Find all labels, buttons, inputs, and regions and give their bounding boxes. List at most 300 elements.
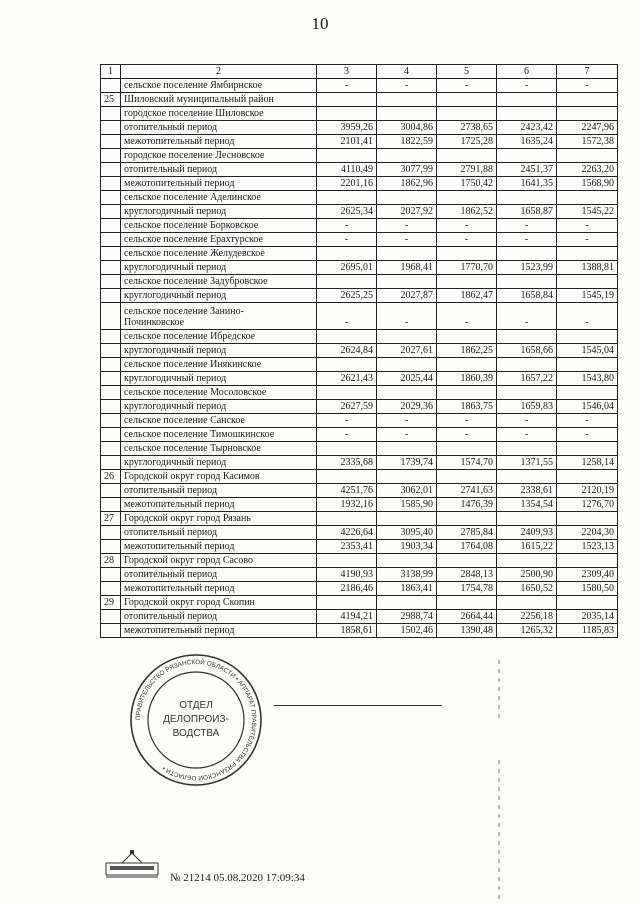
value-cell: - [437,219,497,233]
value-cell: - [557,79,618,93]
table-row [101,526,618,540]
value-cell: - [317,233,377,247]
row-number [101,233,121,247]
table-header [101,65,618,79]
row-number [101,498,121,512]
row-number [101,372,121,386]
row-number [101,484,121,498]
value-cell [437,358,497,372]
row-number [101,121,121,135]
row-label: круглогодичный период [121,400,317,414]
row-label: сельское поселение Санское [121,414,317,428]
table-row [101,135,618,149]
row-label: межотопительный период [121,177,317,191]
row-number [101,582,121,596]
row-label: отопительный период [121,610,317,624]
value-cell: 1770,70 [437,261,497,275]
value-cell [497,93,557,107]
row-number [101,303,121,330]
value-cell: 2627,59 [317,400,377,414]
table-row [101,247,618,261]
value-cell: 1659,83 [497,400,557,414]
value-cell: 1265,32 [497,624,557,638]
value-cell: 1258,14 [557,456,618,470]
value-cell: 2621,43 [317,372,377,386]
value-cell: 2201,16 [317,177,377,191]
value-cell: - [317,428,377,442]
stamp-center-text: ДЕЛОПРОИЗ- [163,714,229,725]
table-row [101,414,618,428]
row-label: межотопительный период [121,540,317,554]
value-cell: 1545,04 [557,344,618,358]
table-row [101,219,618,233]
value-cell: 1932,16 [317,498,377,512]
value-cell: 1650,52 [497,582,557,596]
value-cell: - [317,303,377,330]
table-row [101,624,618,638]
value-cell: 1354,54 [497,498,557,512]
value-cell: 2029,36 [377,400,437,414]
table-row [101,596,618,610]
value-cell: 2409,93 [497,526,557,540]
row-label: отопительный период [121,121,317,135]
table-row [101,372,618,386]
value-cell [557,386,618,400]
row-number [101,428,121,442]
header-cell: 5 [437,65,497,79]
row-number [101,610,121,624]
value-cell [317,247,377,261]
row-number [101,163,121,177]
value-cell: 2204,30 [557,526,618,540]
value-cell: 1863,41 [377,582,437,596]
value-cell: - [497,219,557,233]
value-cell [497,442,557,456]
value-cell [437,596,497,610]
table-row [101,303,618,330]
value-cell: 1641,35 [497,177,557,191]
value-cell: - [377,303,437,330]
table-row [101,149,618,163]
table-row [101,610,618,624]
value-cell: - [437,414,497,428]
value-cell: 2738,65 [437,121,497,135]
value-cell [557,442,618,456]
table-row [101,400,618,414]
value-cell: - [437,79,497,93]
value-cell: 1615,22 [497,540,557,554]
value-cell: 3095,40 [377,526,437,540]
value-cell [437,442,497,456]
header-cell: 1 [101,65,121,79]
value-cell [377,275,437,289]
table-row [101,107,618,121]
value-cell: - [497,79,557,93]
value-cell: 1276,70 [557,498,618,512]
tariff-table [100,64,618,638]
header-cell: 4 [377,65,437,79]
table-row [101,261,618,275]
table-row [101,121,618,135]
value-cell: 2791,88 [437,163,497,177]
value-cell [557,330,618,344]
value-cell: 1523,99 [497,261,557,275]
row-number [101,177,121,191]
header-cell: 2 [121,65,317,79]
table-row [101,205,618,219]
value-cell: 2338,61 [497,484,557,498]
row-label-line: сельское поселение Занино- [124,306,244,317]
value-cell [317,512,377,526]
value-cell [317,149,377,163]
row-number [101,344,121,358]
value-cell [497,107,557,121]
value-cell [557,596,618,610]
row-number: 29 [101,596,121,610]
value-cell: 2027,92 [377,205,437,219]
value-cell: - [557,414,618,428]
row-label: отопительный период [121,568,317,582]
table-row [101,163,618,177]
value-cell [557,93,618,107]
value-cell [497,149,557,163]
table-row [101,93,618,107]
value-cell: - [377,414,437,428]
value-cell: 2624,84 [317,344,377,358]
table-row [101,177,618,191]
row-number [101,261,121,275]
value-cell [497,330,557,344]
value-cell: 2027,61 [377,344,437,358]
value-cell: 1574,70 [437,456,497,470]
value-cell: 3138,99 [377,568,437,582]
row-number: 28 [101,554,121,568]
value-cell: - [497,303,557,330]
value-cell [437,470,497,484]
row-number [101,247,121,261]
table-row [101,428,618,442]
row-label: отопительный период [121,526,317,540]
table-row [101,568,618,582]
row-label: сельское поселение Инякинское [121,358,317,372]
scan-artifact [498,760,500,900]
value-cell [557,107,618,121]
value-cell: - [377,79,437,93]
row-label: круглогодичный период [121,372,317,386]
value-cell: - [317,414,377,428]
row-number [101,275,121,289]
value-cell [497,275,557,289]
value-cell: 2695,01 [317,261,377,275]
value-cell: 2625,34 [317,205,377,219]
value-cell [557,149,618,163]
row-label: отопительный период [121,163,317,177]
value-cell [317,386,377,400]
table-row [101,344,618,358]
table-row [101,289,618,303]
row-number [101,526,121,540]
row-label: сельское поселение Ибредское [121,330,317,344]
value-cell: 2848,13 [437,568,497,582]
value-cell: 1968,41 [377,261,437,275]
value-cell [317,470,377,484]
row-label: Шиловский муниципальный район [121,93,317,107]
value-cell [317,596,377,610]
table-row [101,191,618,205]
value-cell: 4251,76 [317,484,377,498]
value-cell [317,554,377,568]
row-number [101,107,121,121]
table-row [101,358,618,372]
row-number [101,135,121,149]
value-cell: 1185,83 [557,624,618,638]
row-label: сельское поселение Борковское [121,219,317,233]
row-label: городское поселение Шиловское [121,107,317,121]
value-cell [557,275,618,289]
row-number [101,358,121,372]
value-cell: 2335,68 [317,456,377,470]
row-label: сельское поселение Тимошкинское [121,428,317,442]
value-cell [317,358,377,372]
value-cell [437,93,497,107]
value-cell: - [377,219,437,233]
value-cell: 1580,50 [557,582,618,596]
value-cell [437,107,497,121]
value-cell [437,149,497,163]
row-number: 26 [101,470,121,484]
value-cell: 1862,52 [437,205,497,219]
row-label-line: Починковское [124,317,185,328]
value-cell: 2625,25 [317,289,377,303]
value-cell [437,386,497,400]
value-cell: 1739,74 [377,456,437,470]
row-label: межотопительный период [121,624,317,638]
stamp-center-text: ОТДЕЛ [179,700,213,711]
row-label: круглогодичный период [121,289,317,303]
value-cell: 1545,19 [557,289,618,303]
value-cell [437,512,497,526]
value-cell [437,275,497,289]
row-number: 27 [101,512,121,526]
stamp-ring-text: ПРАВИТЕЛЬСТВО РЯЗАНСКОЙ ОБЛАСТИ • АППАРАТ ПРАВИТЕЛЬСТВА РЯЗАНСКОЙ ОБЛАСТИ • [134,658,258,782]
value-cell [377,386,437,400]
row-number [101,400,121,414]
value-cell [377,149,437,163]
value-cell: 2785,84 [437,526,497,540]
table-row [101,79,618,93]
value-cell: 4110,49 [317,163,377,177]
value-cell [497,596,557,610]
value-cell: 1750,42 [437,177,497,191]
table-row [101,275,618,289]
value-cell [557,358,618,372]
row-number [101,624,121,638]
value-cell: 1862,25 [437,344,497,358]
row-label: круглогодичный период [121,456,317,470]
value-cell [317,275,377,289]
table-row [101,582,618,596]
header-cell: 6 [497,65,557,79]
row-label: сельское поселение Ямбирнское [121,79,317,93]
table-body [101,79,618,638]
value-cell [557,247,618,261]
row-label: сельское поселение Задубровское [121,275,317,289]
value-cell [377,554,437,568]
value-cell: 1657,22 [497,372,557,386]
row-label: отопительный период [121,484,317,498]
value-cell: 2451,37 [497,163,557,177]
table-row [101,498,618,512]
value-cell: - [377,428,437,442]
row-label: межотопительный период [121,498,317,512]
page-number: 10 [311,14,329,33]
value-cell: 1764,08 [437,540,497,554]
value-cell: 1523,13 [557,540,618,554]
value-cell: 2035,14 [557,610,618,624]
table-row [101,554,618,568]
value-cell: 1390,48 [437,624,497,638]
row-number: 25 [101,93,121,107]
value-cell: 1568,90 [557,177,618,191]
value-cell [377,107,437,121]
value-cell: - [557,233,618,247]
value-cell: 1725,28 [437,135,497,149]
value-cell: - [317,79,377,93]
row-number [101,79,121,93]
table-row [101,442,618,456]
row-number [101,442,121,456]
value-cell [437,191,497,205]
value-cell [317,107,377,121]
table-row [101,484,618,498]
row-label: сельское поселение Тырновское [121,442,317,456]
value-cell: 2309,40 [557,568,618,582]
value-cell: - [557,303,618,330]
value-cell: 1476,39 [437,498,497,512]
value-cell: 2741,63 [437,484,497,498]
row-label: сельское поселение Аделинское [121,191,317,205]
row-label: Городской округ город Скопин [121,596,317,610]
stamp-seal [128,652,264,788]
value-cell [557,470,618,484]
value-cell [557,191,618,205]
row-label: межотопительный период [121,135,317,149]
value-cell: 3077,99 [377,163,437,177]
scan-artifact [498,660,500,720]
value-cell [377,191,437,205]
value-cell: 3959,26 [317,121,377,135]
value-cell: 1388,81 [557,261,618,275]
row-number [101,191,121,205]
stamp-center-text: ВОДСТВА [172,728,220,739]
value-cell: 1860,39 [437,372,497,386]
value-cell: - [497,414,557,428]
value-cell [497,512,557,526]
value-cell: 2256,18 [497,610,557,624]
value-cell: 1658,84 [497,289,557,303]
value-cell [437,330,497,344]
row-label: сельское поселение Мосоловское [121,386,317,400]
row-number [101,568,121,582]
value-cell: 2101,41 [317,135,377,149]
value-cell [497,554,557,568]
value-cell [437,554,497,568]
value-cell [497,247,557,261]
value-cell [317,442,377,456]
value-cell: 1754,78 [437,582,497,596]
value-cell: - [557,219,618,233]
value-cell: 1502,46 [377,624,437,638]
row-label: круглогодичный период [121,261,317,275]
value-cell: 1546,04 [557,400,618,414]
row-number [101,540,121,554]
row-label: Городской округ город Касимов [121,470,317,484]
table-row [101,330,618,344]
value-cell: 4226,64 [317,526,377,540]
table-row [101,470,618,484]
value-cell: - [317,219,377,233]
row-label: круглогодичный период [121,205,317,219]
value-cell: 1545,22 [557,205,618,219]
value-cell [317,330,377,344]
value-cell: 1658,87 [497,205,557,219]
value-cell: 2186,46 [317,582,377,596]
row-label: сельское поселение Желудевское [121,247,317,261]
value-cell [377,247,437,261]
value-cell: - [557,428,618,442]
value-cell: 2120,19 [557,484,618,498]
value-cell: - [497,233,557,247]
value-cell [497,386,557,400]
value-cell: 2263,20 [557,163,618,177]
signature-line [274,705,442,706]
table-row [101,233,618,247]
row-number [101,149,121,163]
value-cell: 2353,41 [317,540,377,554]
row-label: межотопительный период [121,582,317,596]
value-cell [497,470,557,484]
table-row [101,512,618,526]
value-cell: 1572,38 [557,135,618,149]
value-cell: 1822,59 [377,135,437,149]
value-cell: - [437,428,497,442]
row-number [101,219,121,233]
value-cell: 1862,96 [377,177,437,191]
value-cell: - [437,233,497,247]
row-label: круглогодичный период [121,344,317,358]
value-cell [497,191,557,205]
value-cell: 2664,44 [437,610,497,624]
table-row [101,386,618,400]
value-cell: 2500,90 [497,568,557,582]
value-cell: 4190,93 [317,568,377,582]
row-label: сельское поселение Ерахтурское [121,233,317,247]
row-number [101,386,121,400]
value-cell: 2988,74 [377,610,437,624]
value-cell [377,442,437,456]
table-row [101,456,618,470]
value-cell: 1858,61 [317,624,377,638]
value-cell: - [497,428,557,442]
row-label: Городской округ город Рязань [121,512,317,526]
row-label: Городской округ город Сасово [121,554,317,568]
value-cell: 3004,86 [377,121,437,135]
header-cell: 3 [317,65,377,79]
value-cell [497,358,557,372]
table-row [101,540,618,554]
value-cell [557,512,618,526]
row-number [101,205,121,219]
